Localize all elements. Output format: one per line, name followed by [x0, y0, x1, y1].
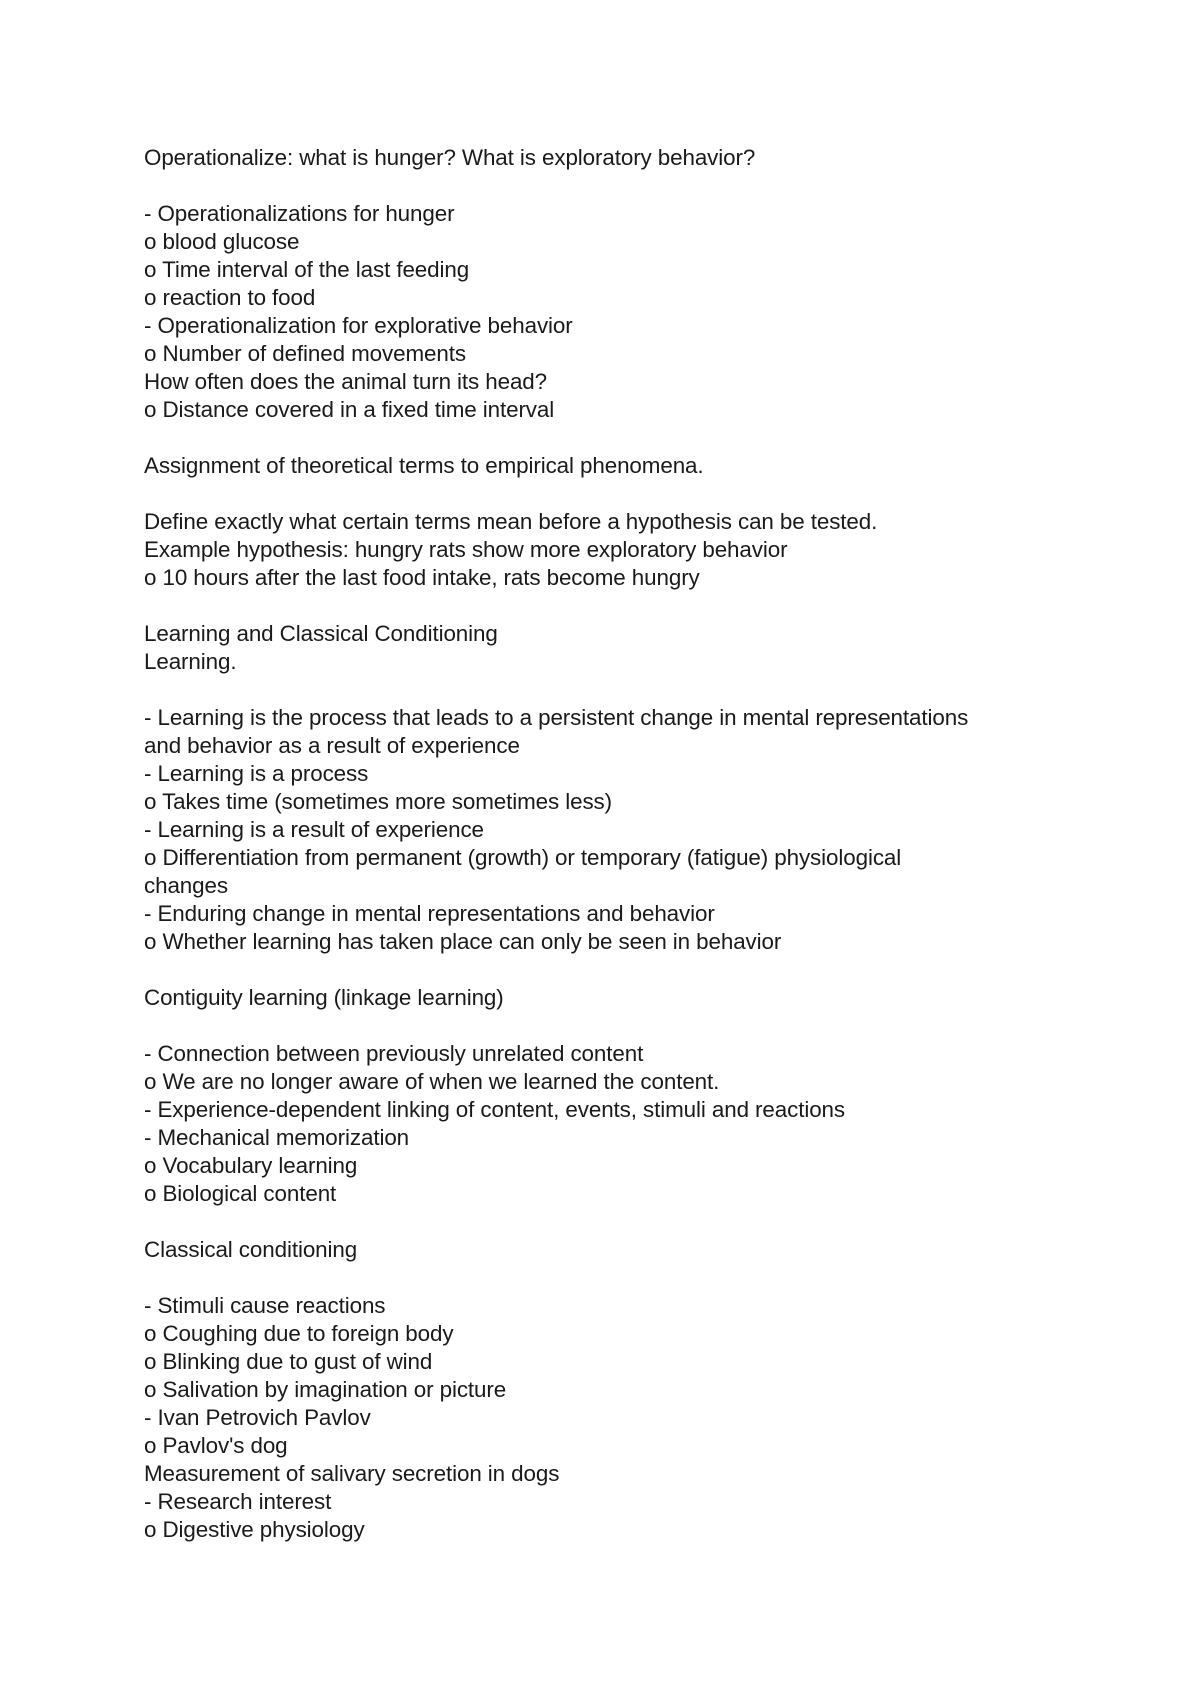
document-body — [144, 144, 1084, 1544]
bullet-item: - Stimuli cause reactions — [144, 1293, 386, 1318]
sub-bullet-item: o reaction to food — [144, 285, 316, 310]
blank-line — [144, 1208, 1084, 1236]
sub-bullet-item: o Takes time (sometimes more sometimes less) — [144, 789, 613, 814]
bullet-item: - Mechanical memorization — [144, 1125, 410, 1150]
bullet-item: - Operationalizations for hunger — [144, 201, 455, 226]
text-line: Measurement of salivary secretion in dogs — [144, 1461, 560, 1486]
blank-line — [144, 1264, 1084, 1292]
blank-line — [144, 592, 1084, 620]
sub-bullet-item: o blood glucose — [144, 229, 300, 254]
blank-line — [144, 424, 1084, 452]
sub-bullet-item: o Distance covered in a fixed time interval — [144, 397, 555, 422]
text-line: changes — [144, 873, 228, 898]
sub-bullet-item: o Salivation by imagination or picture — [144, 1377, 507, 1402]
bullet-item: - Learning is the process that leads to a persistent change in mental representations — [144, 705, 969, 730]
sub-bullet-item: o Time interval of the last feeding — [144, 257, 470, 282]
bullet-item: - Connection between previously unrelated content — [144, 1041, 644, 1066]
sub-bullet-item: o Digestive physiology — [144, 1517, 365, 1542]
blank-line — [144, 172, 1084, 200]
sub-bullet-item: o We are no longer aware of when we learned the content. — [144, 1069, 720, 1094]
text-line: and behavior as a result of experience — [144, 733, 520, 758]
text-line: Learning and Classical Conditioning — [144, 621, 498, 646]
text-line: Assignment of theoretical terms to empirical phenomena. — [144, 453, 704, 478]
blank-line — [144, 956, 1084, 984]
sub-bullet-item: o Differentiation from permanent (growth) or temporary (fatigue) physiological — [144, 845, 902, 870]
sub-bullet-item: o 10 hours after the last food intake, rats become hungry — [144, 565, 700, 590]
text-line: Classical conditioning — [144, 1237, 358, 1262]
blank-line — [144, 676, 1084, 704]
bullet-item: - Experience-dependent linking of content, events, stimuli and reactions — [144, 1097, 846, 1122]
bullet-item: - Research interest — [144, 1489, 332, 1514]
text-line: Example hypothesis: hungry rats show more exploratory behavior — [144, 537, 788, 562]
bullet-item: - Enduring change in mental representations and behavior — [144, 901, 715, 926]
blank-line — [144, 480, 1084, 508]
bullet-item: - Learning is a result of experience — [144, 817, 484, 842]
sub-bullet-item: o Biological content — [144, 1181, 337, 1206]
text-line: Learning. — [144, 649, 237, 674]
sub-bullet-item: o Whether learning has taken place can only be seen in behavior — [144, 929, 782, 954]
text-line: Operationalize: what is hunger? What is exploratory behavior? — [144, 145, 756, 170]
text-line: Define exactly what certain terms mean before a hypothesis can be tested. — [144, 509, 878, 534]
text-line: Contiguity learning (linkage learning) — [144, 985, 504, 1010]
bullet-item: - Ivan Petrovich Pavlov — [144, 1405, 371, 1430]
sub-bullet-item: o Coughing due to foreign body — [144, 1321, 454, 1346]
sub-bullet-item: o Blinking due to gust of wind — [144, 1349, 433, 1374]
text-line: How often does the animal turn its head? — [144, 369, 548, 394]
sub-bullet-item: o Pavlov's dog — [144, 1433, 288, 1458]
sub-bullet-item: o Vocabulary learning — [144, 1153, 358, 1178]
bullet-item: - Operationalization for explorative behavior — [144, 313, 573, 338]
sub-bullet-item: o Number of defined movements — [144, 341, 466, 366]
bullet-item: - Learning is a process — [144, 761, 369, 786]
blank-line — [144, 1012, 1084, 1040]
